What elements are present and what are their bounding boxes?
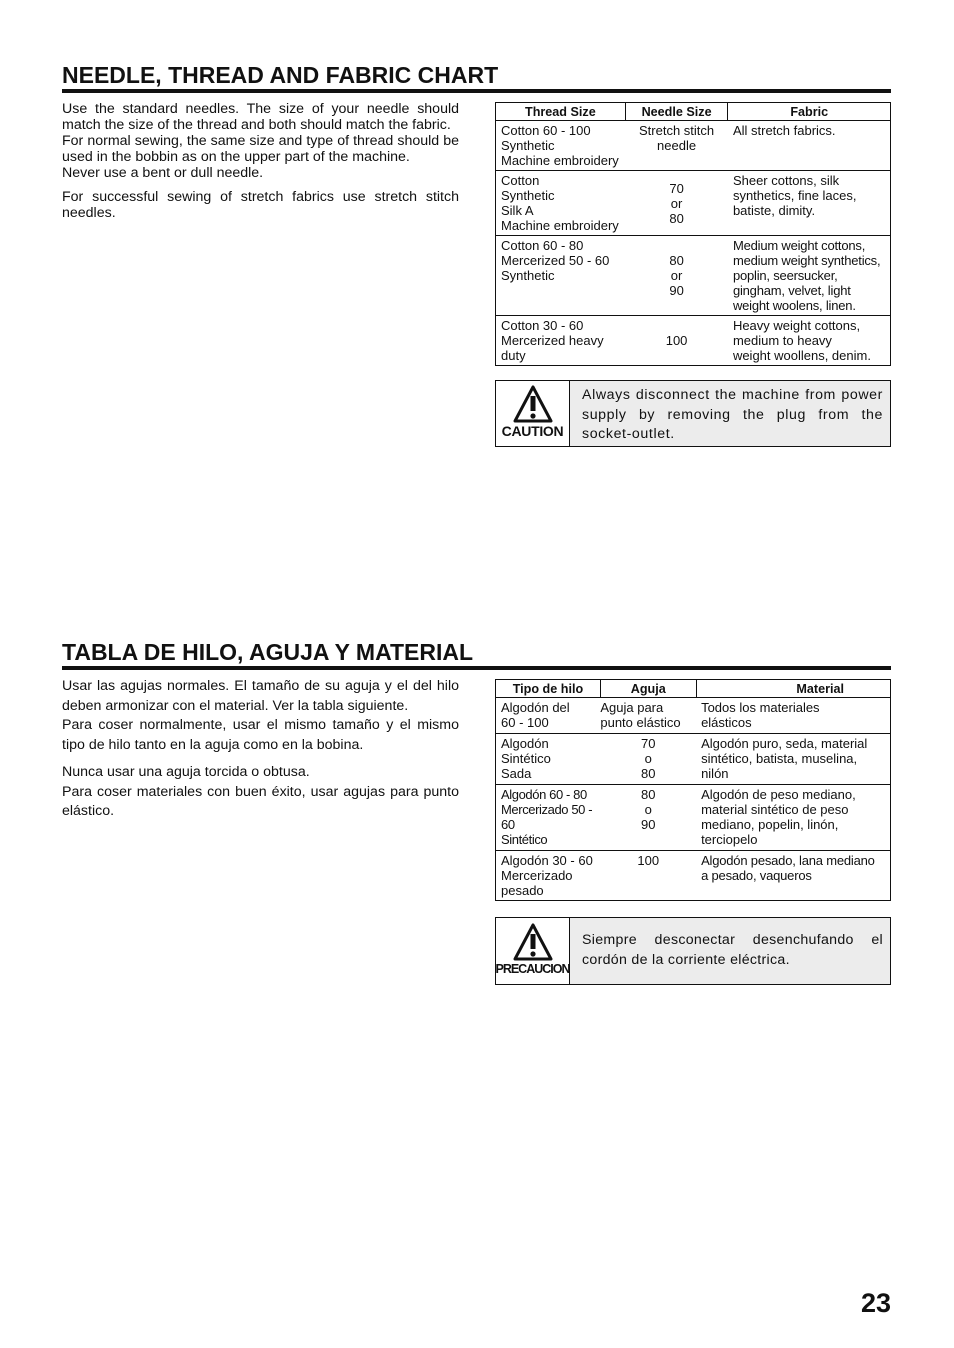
- column-header-needle-size: Needle Size: [625, 103, 728, 121]
- caution-icon-cell: [496, 381, 570, 446]
- aguja-cell: 100: [600, 851, 696, 901]
- intro-english: [62, 101, 459, 221]
- column-header-thread-size: Thread Size: [496, 103, 626, 121]
- fabric-cell: Sheer cottons, silk synthetics, fine laces, batiste, dimity.: [728, 171, 891, 236]
- caution-message: Siempre desconectar desenchufando el cordón de la corriente eléctrica.: [582, 932, 883, 968]
- tipo-de-hilo-cell: Algodón 60 - 80 Mercerizado 50 - 60 Sintético: [496, 785, 601, 851]
- thread-size-cell: Cotton 30 - 60 Mercerized heavy duty: [496, 316, 626, 366]
- needle-size-cell: 100: [625, 316, 728, 366]
- table-row: [496, 734, 891, 785]
- intro-paragraph: Use the standard needles. The size of your needle should match the size of the thread and both should match the fabric.: [62, 101, 459, 133]
- table-row: [496, 121, 891, 171]
- material-cell: Algodón pesado, lana mediano a pesado, vaqueros: [696, 851, 890, 901]
- thread-size-cell: Cotton 60 - 80 Mercerized 50 - 60 Synthetic: [496, 236, 626, 316]
- needle-size-cell: 70 or 80: [625, 171, 728, 236]
- table-header-row: [496, 680, 891, 698]
- table-row: [496, 785, 891, 851]
- section-title-english: NEEDLE, THREAD AND FABRIC CHART: [62, 62, 891, 93]
- material-cell: Algodón puro, seda, material sintético, batista, muselina, nilón: [696, 734, 890, 785]
- table-row: [496, 698, 891, 734]
- intro-paragraph: Never use a bent or dull needle.: [62, 165, 264, 181]
- table-row: [496, 316, 891, 366]
- tipo-de-hilo-cell: Algodón 30 - 60 Mercerizado pesado: [496, 851, 601, 901]
- intro-paragraph: Para coser normalmente, usar el mismo tamaño y el mismo tipo de hilo tanto en la aguja como en la bobina.: [62, 717, 459, 753]
- intro-paragraph: Nunca usar una aguja torcida o obtusa.: [62, 764, 310, 780]
- thread-size-cell: Cotton Synthetic Silk A Machine embroidery: [496, 171, 626, 236]
- column-header-material: Material: [696, 680, 890, 698]
- caution-label: CAUTION: [501, 423, 564, 439]
- aguja-cell: 70 o 80: [600, 734, 696, 785]
- column-header-tipo-de-hilo: Tipo de hilo: [496, 680, 601, 698]
- table-row: [496, 236, 891, 316]
- tipo-de-hilo-cell: Algodón Sintético Sada: [496, 734, 601, 785]
- column-header-aguja: Aguja: [600, 680, 696, 698]
- warning-triangle-icon: [513, 922, 553, 962]
- fabric-cell: Heavy weight cottons, medium to heavy weight woollens, denim.: [728, 316, 891, 366]
- aguja-cell: Aguja para punto elástico: [600, 698, 696, 734]
- material-cell: Algodón de peso mediano, material sintético de peso mediano, popelin, linón, terciopelo: [696, 785, 890, 851]
- column-header-fabric: Fabric: [728, 103, 891, 121]
- page-number: 23: [860, 1288, 891, 1318]
- needle-size-cell: Stretch stitch needle: [625, 121, 728, 171]
- intro-paragraph: Usar las agujas normales. El tamaño de su aguja y el del hilo deben armonizar con el material. Ver la tabla siguiente.: [62, 678, 459, 714]
- caution-label: PRECAUCION: [495, 962, 570, 976]
- intro-paragraph: For successful sewing of stretch fabrics use stretch stitch needles.: [62, 189, 459, 221]
- table-row: [496, 851, 891, 901]
- needle-thread-fabric-table: [495, 102, 891, 366]
- hilo-aguja-material-table: [495, 679, 891, 901]
- tipo-de-hilo-cell: Algodón del 60 - 100: [496, 698, 601, 734]
- needle-size-cell: 80 or 90: [625, 236, 728, 316]
- caution-box-english: [495, 380, 891, 447]
- caution-icon-cell: [496, 918, 570, 984]
- caution-box-spanish: [495, 917, 891, 985]
- table-header-row: [496, 103, 891, 121]
- section-title-spanish: TABLA DE HILO, AGUJA Y MATERIAL: [62, 639, 891, 670]
- fabric-cell: Medium weight cottons, medium weight synthetics, poplin, seersucker, gingham, velvet, light weight woolens, linen.: [728, 236, 891, 316]
- thread-size-cell: Cotton 60 - 100 Synthetic Machine embroidery: [496, 121, 626, 171]
- material-cell: Todos los materiales elásticos: [696, 698, 890, 734]
- table-row: [496, 171, 891, 236]
- fabric-cell: All stretch fabrics.: [728, 121, 891, 171]
- intro-paragraph: For normal sewing, the same size and type of thread should be used in the bobbin as on the upper part of the machine.: [62, 133, 459, 165]
- warning-triangle-icon: [513, 385, 553, 423]
- aguja-cell: 80 o 90: [600, 785, 696, 851]
- intro-spanish: [62, 677, 459, 822]
- caution-message: Always disconnect the machine from power supply by removing the plug from the socket-outlet.: [582, 387, 883, 442]
- intro-paragraph: Para coser materiales con buen éxito, usar agujas para punto elástico.: [62, 783, 459, 819]
